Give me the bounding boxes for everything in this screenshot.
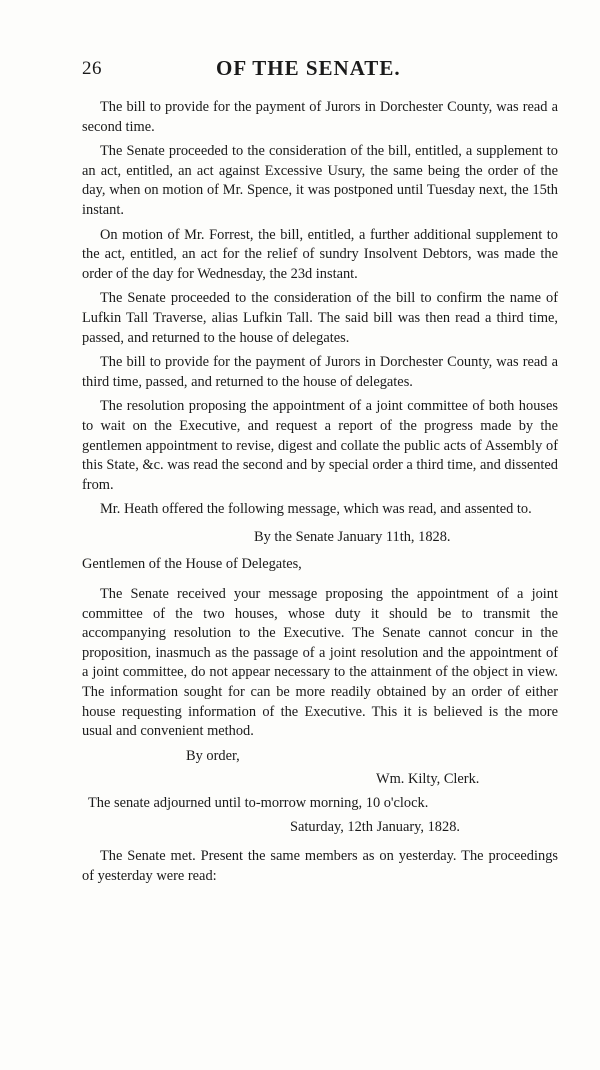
page-header <box>82 58 562 84</box>
message-salutation: Gentlemen of the House of Delegates, <box>82 556 302 573</box>
session-date: Saturday, 12th January, 1828. <box>290 818 460 835</box>
paragraph-insolvent-debtors: On motion of Mr. Forrest, the bill, entitled, a further additional supplement to the act, entitled, an act for the relief of sundry Insolvent Debtors, was made the order of the day for Wednesday, the 23d instant. <box>82 226 558 282</box>
signature-by-order: By order, <box>186 747 240 764</box>
page-title: OF THE SENATE. <box>216 56 401 80</box>
paragraph-senate-met: The Senate met. Present the same members as on yesterday. The proceedings of yesterday were read: <box>82 848 558 884</box>
signature-clerk: Wm. Kilty, Clerk. <box>376 771 480 788</box>
paragraph-joint-committee-resolution: The resolution proposing the appointment of a joint committee of both houses to wait on the Executive, and request a report of the progress made by the gentlemen appointment to revise, digest and collate the public acts of Assembly of this State, &c. was read the second and by special order a third time, and dissented from. <box>82 398 558 493</box>
paragraph-usury-bill: The Senate proceeded to the consideration of the bill, entitled, a supplement to an act, entitled, an act against Excessive Usury, the same being the order of the day, when on motion of Mr. Spence, it was postponed until Tuesday next, the 15th instant. <box>82 143 558 218</box>
adjournment-notice: The senate adjourned until to-morrow morning, 10 o'clock. <box>88 795 429 811</box>
page-number: 26 <box>82 58 102 79</box>
message-dateline: By the Senate January 11th, 1828. <box>254 528 451 545</box>
message-body: The Senate received your message proposing the appointment of a joint committee of the two houses, whose duty it should be to transmit the accompanying resolution to the Executive. The Senate cannot concur in the proposition, inasmuch as the passage of a joint resolution and the appointment of a joint committee, do not appear necessary to the attainment of the object in view. The information sought for can be more readily obtained by an order of either house requesting information of the Executive. This it is believed is the more usual and convenient method. <box>82 586 558 740</box>
paragraph-jurors-third-reading: The bill to provide for the payment of Jurors in Dorchester County, was read a third time, passed, and returned to the house of delegates. <box>82 354 558 390</box>
paragraph-lufkin-tall: The Senate proceeded to the consideration of the bill to confirm the name of Lufkin Tall Traverse, alias Lufkin Tall. The said bill was then read a third time, passed, and returned to the house of delegates. <box>82 290 558 346</box>
paragraph-jurors-second-reading: The bill to provide for the payment of Jurors in Dorchester County, was read a second time. <box>82 99 558 135</box>
paragraph-heath-message: Mr. Heath offered the following message, which was read, and assented to. <box>100 501 532 518</box>
journal-body <box>82 98 558 891</box>
